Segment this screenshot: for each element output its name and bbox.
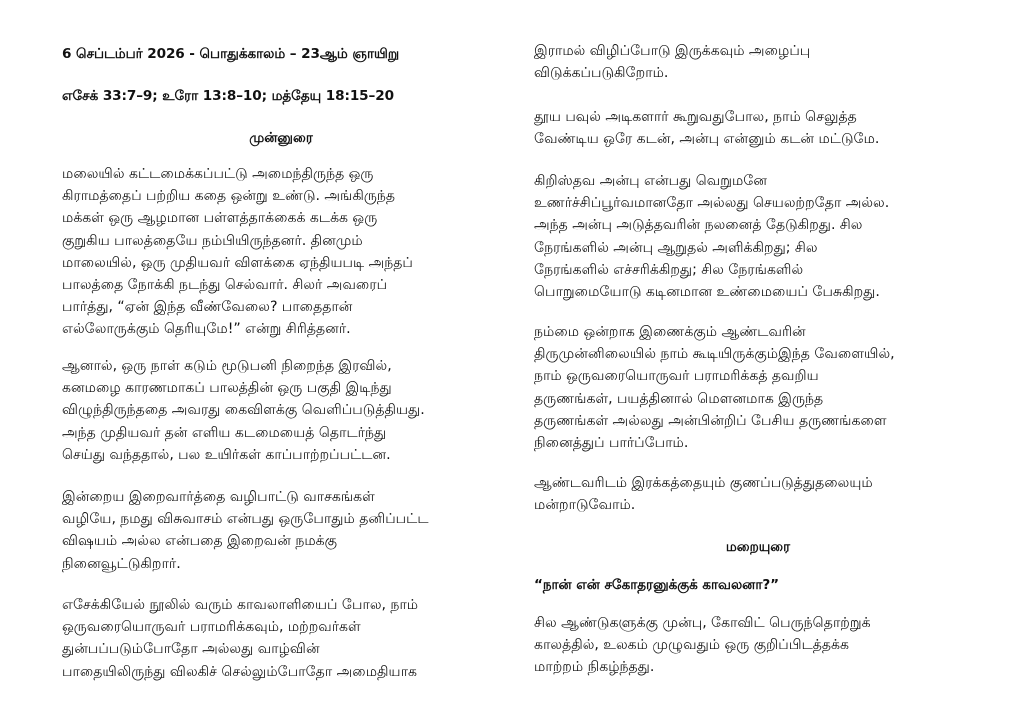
intro-paragraph-7 <box>534 321 895 454</box>
text-line: தருணங்கள், பயத்தினால் மௌனமாக இருந்த <box>534 390 824 407</box>
date-line: 6 செப்டம்பர் 2026 - பொதுக்காலம் – 23ஆம் ஞாயிறு <box>62 46 400 62</box>
text-line: வழியே, நமது விசுவாசம் என்பது ஒருபோதும் தனிப்பட்ட <box>62 511 429 528</box>
text-line: விழுந்திருந்ததை அவரது கைவிளக்கு வெளிப்படுத்தியது. <box>62 402 425 419</box>
homily-heading: மறையுரை <box>725 539 791 555</box>
text-line: ஆனால், ஒரு நாள் கடும் மூடுபனி நிறைந்த இரவில், <box>62 358 392 374</box>
text-line: நினைவூட்டுகிறார். <box>62 555 181 572</box>
text-line: நினைத்துப் பார்ப்போம். <box>534 435 689 452</box>
text-line: மலையில் கட்டமைக்கப்பட்டு அமைந்திருந்த ஒரு <box>62 166 374 182</box>
intro-paragraph-4-continued <box>534 40 810 84</box>
text-line: நேரங்களில் எச்சரிக்கிறது; சில நேரங்களில் <box>534 261 804 278</box>
text-line: நாம் ஒருவரையொருவர் பராமரிக்கத் தவறிய <box>534 368 819 385</box>
homily-paragraph-1 <box>534 612 871 679</box>
text-line: ஆண்டவரிடம் இரக்கத்தையும் குணப்படுத்துதலையும் <box>534 475 873 491</box>
text-line: செய்து வந்ததால், பல உயிர்கள் காப்பாற்றப்பட்டன. <box>62 446 391 463</box>
text-line: தூய பவுல் அடிகளார் கூறுவதுபோல, நாம் செலுத்த <box>534 109 857 125</box>
text-line: துன்பப்படும்போதோ அல்லது வாழ்வின் <box>62 641 320 658</box>
text-line: பார்த்து, “ஏன் இந்த வீண்வேலை? பாதைதான் <box>62 299 353 316</box>
homily-quote-title: “நான் என் சகோதரனுக்குக் காவலனா?” <box>534 577 779 593</box>
text-line: அந்த முதியவர் தன் எளிய கடமையைத் தொடர்ந்து <box>62 424 387 441</box>
text-line: எல்லோருக்கும் தெரியுமே!” என்று சிரித்தனர். <box>62 321 351 338</box>
text-line: திருமுன்னிலையில் நாம் கூடியிருக்கும்இந்த வேளையில், <box>534 346 895 363</box>
text-line: இராமல் விழிப்போடு இருக்கவும் அழைப்பு <box>534 43 811 59</box>
text-line: மாலையில், ஒரு முதியவர் விளக்கை ஏந்தியபடி அந்தப் <box>62 254 413 271</box>
text-line: சில ஆண்டுகளுக்கு முன்பு, கோவிட் பெருந்தொற்றுக் <box>534 615 871 631</box>
text-line: பாதையிலிருந்து விலகிச் செல்லும்போதோ அமைதியாக <box>62 663 417 680</box>
text-line: தருணங்கள் அல்லது அன்பின்றிப் பேசிய தருணங்களை <box>534 412 887 429</box>
intro-paragraph-1 <box>62 163 413 341</box>
text-line: கனமழை காரணமாகப் பாலத்தின் ஒரு பகுதி இடிந்து <box>62 380 392 397</box>
text-line: வேண்டிய ஒரே கடன், அன்பு என்னும் கடன் மட்டுமே. <box>534 131 880 148</box>
text-line: மன்றாடுவோம். <box>534 497 636 514</box>
intro-paragraph-3 <box>62 486 429 575</box>
text-line: இன்றைய இறைவார்த்தை வழிபாட்டு வாசகங்கள் <box>62 489 375 505</box>
text-line: நம்மை ஒன்றாக இணைக்கும் ஆண்டவரின் <box>534 324 806 340</box>
text-line: உணர்ச்சிப்பூர்வமானதோ அல்லது செயலற்றதோ அல்ல. <box>534 195 890 212</box>
intro-paragraph-4 <box>62 594 418 683</box>
text-line: விடுக்கப்படுகிறோம். <box>534 65 669 82</box>
intro-paragraph-5 <box>534 106 879 150</box>
text-line: விஷயம் அல்ல என்பதை இறைவன் நமக்கு <box>62 533 338 550</box>
intro-paragraph-2 <box>62 355 425 466</box>
text-line: காலத்தில், உலகம் முழுவதும் ஒரு குறிப்பிடத்தக்க <box>534 637 849 654</box>
text-line: மக்கள் ஒரு ஆழமான பள்ளத்தாக்கைக் கடக்க ஒரு <box>62 210 378 227</box>
text-line: பொறுமையோடு கடினமான உண்மையைப் பேசுகிறது. <box>534 284 880 301</box>
readings-line: எசேக் 33:7–9; உரோ 13:8–10; மத்தேயு 18:15–20 <box>62 88 394 104</box>
intro-paragraph-8 <box>534 472 873 516</box>
text-line: கிறிஸ்தவ அன்பு என்பது வெறுமனே <box>534 173 768 189</box>
intro-paragraph-6 <box>534 170 889 303</box>
text-line: குறுகிய பாலத்தையே நம்பியிருந்தனர். தினமும் <box>62 232 363 249</box>
intro-heading: முன்னுரை <box>249 130 313 146</box>
text-line: அந்த அன்பு அடுத்தவரின் நலனைத் தேடுகிறது. சில <box>534 217 863 234</box>
text-line: ஒருவரையொருவர் பராமரிக்கவும், மற்றவர்கள் <box>62 619 361 636</box>
text-line: மாற்றம் நிகழ்ந்தது. <box>534 659 655 676</box>
text-line: எசேக்கியேல் நூலில் வரும் காவலாளியைப் போல, நாம் <box>62 597 419 613</box>
text-line: பாலத்தை நோக்கி நடந்து செல்வார். சிலர் அவரைப் <box>62 277 388 294</box>
text-line: கிராமத்தைப் பற்றிய கதை ஒன்று உண்டு. அங்கிருந்த <box>62 188 396 205</box>
text-line: நேரங்களில் அன்பு ஆறுதல் அளிக்கிறது; சில <box>534 239 818 256</box>
